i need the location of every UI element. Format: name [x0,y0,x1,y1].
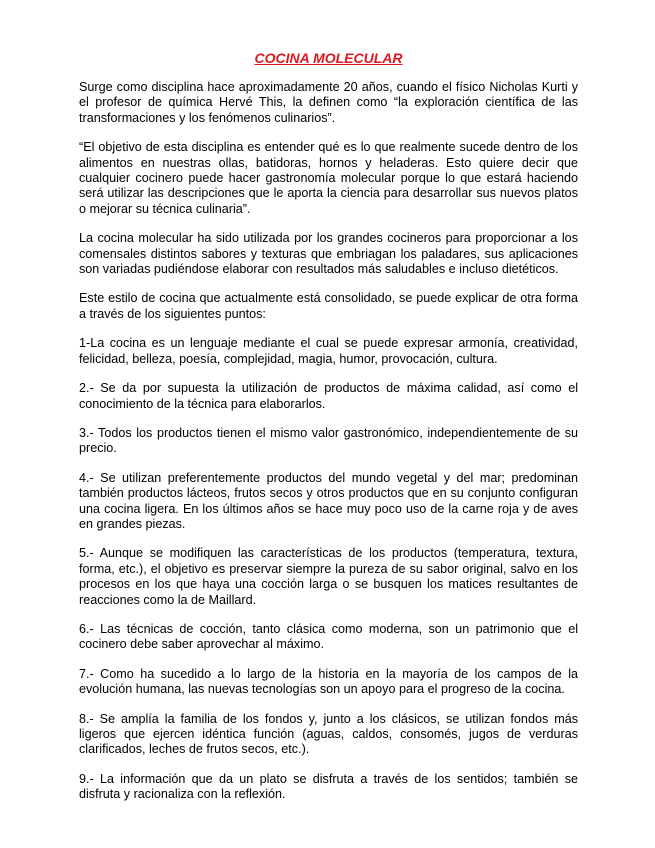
list-item-point-7: 7.- Como ha sucedido a lo largo de la historia en la mayoría de los campos de la evolución humana, las nuevas tecnologías son un apoyo para el progreso de la cocina. [79,666,578,697]
paragraph-objective: “El objetivo de esta disciplina es entender qué es lo que realmente sucede dentro de los alimentos en nuestras ollas, batidoras, hornos y heladeras. Esto quiere decir que cualquier cocinero puede hacer gastronomía molecular porque lo que estará haciendo será utilizar las descripciones que le aporta la ciencia para desarrollar sus nuevos platos o mejorar su técnica culinaria”. [79,140,578,216]
list-item-point-9: 9.- La información que da un plato se disfruta a través de los sentidos; también se disfruta y racionaliza con la reflexión. [79,771,578,802]
list-item-point-2: 2.- Se da por supuesta la utilización de productos de máxima calidad, así como el conocimiento de la técnica para elaborarlos. [79,381,578,411]
list-item-point-4: 4.- Se utilizan preferentemente productos del mundo vegetal y del mar; predominan también productos lácteos, frutos secos y otros productos que en su conjunto configuran una cocina ligera. En los últimos años se hace muy poco uso de la carne roja y de aves en grandes piezas. [79,470,578,531]
paragraph-usage: La cocina molecular ha sido utilizada por los grandes cocineros para proporcionar a los comensales distintos sabores y texturas que embriagan los paladares, sus aplicaciones son variadas pudiéndose elaborar con resultados más saludables e incluso dietéticos. [79,231,578,277]
list-item-point-8: 8.- Se amplía la familia de los fondos y, junto a los clásicos, se utilizan fondos más ligeros que ejercen idéntica función (aguas, caldos, consomés, jugos de verduras clarificados, leches de frutos secos, etc.). [79,711,578,757]
list-item-point-1: 1-La cocina es un lenguaje mediante el cual se puede expresar armonía, creatividad, felicidad, belleza, poesía, complejidad, magia, humor, provocación, cultura. [79,336,578,366]
list-item-point-5: 5.- Aunque se modifiquen las características de los productos (temperatura, textura, forma, etc.), el objetivo es preservar siempre la pureza de su sabor original, salvo en los procesos en los que haya una cocción larga o se busquen los matices resultantes de reacciones como la de Maillard. [79,546,578,607]
list-item-point-6: 6.- Las técnicas de cocción, tanto clásica como moderna, son un patrimonio que el cocinero debe saber aprovechar al máximo. [79,621,578,652]
paragraph-points-intro: Este estilo de cocina que actualmente está consolidado, se puede explicar de otra forma a través de los siguientes puntos: [79,291,578,321]
list-item-point-3: 3.- Todos los productos tienen el mismo valor gastronómico, independientemente de su precio. [79,425,578,456]
paragraph-intro: Surge como disciplina hace aproximadamente 20 años, cuando el físico Nicholas Kurti y el profesor de química Hervé This, la definen como “la exploración científica de las transformaciones y los fenómenos culinarios”. [79,80,578,125]
document-title: COCINA MOLECULAR [254,50,403,66]
document-page [79,50,578,817]
